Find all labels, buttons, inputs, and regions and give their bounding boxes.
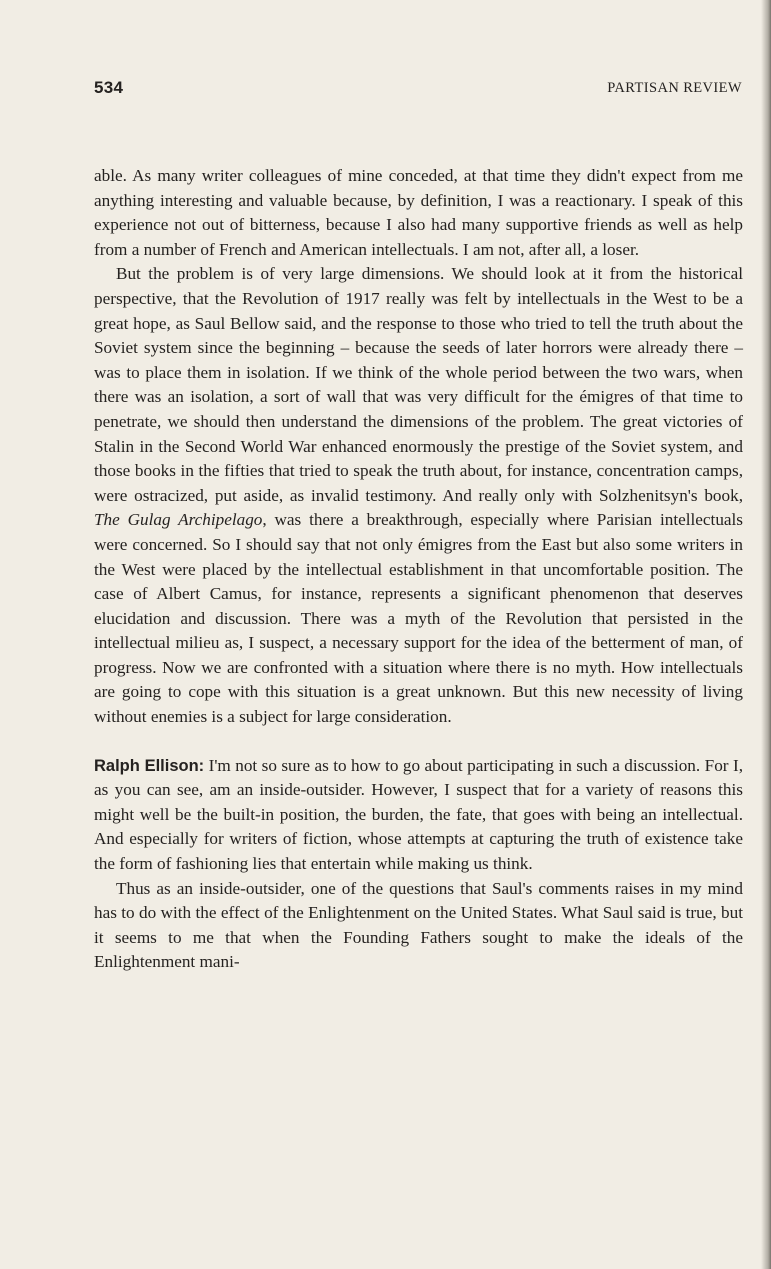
paragraph-4: Thus as an inside-outsider, one of the questions that Saul's comments raises in my mind has to do with the effect of the Enlightenment on the United States. What Saul said is true, but it seems to me that when the Founding Fathers sought to make the ideals of the Enlightenment mani- bbox=[94, 878, 743, 972]
paragraph-2 bbox=[94, 262, 743, 729]
paragraph-1: able. As many writer colleagues of mine conceded, at that time they didn't expect from me anything interesting and valuable because, by definition, I was a reactionary. I speak of this experience not out of bitterness, because I also had many supportive friends as well as help from a number of French and American intellectuals. I am not, after all, a loser. bbox=[94, 166, 743, 259]
book-title-gulag: The Gulag Archipelago bbox=[94, 510, 263, 530]
page-edge-shadow bbox=[761, 0, 771, 1269]
running-head bbox=[94, 78, 742, 100]
paragraph-3 bbox=[94, 754, 743, 877]
paragraph-2-text-a: But the problem is of very large dimensions. We should look at it from the historical perspective, that the Revolution of 1917 really was felt by intellectuals in the West to be a great hope, as Saul Bellow said, and the response to those who tried to tell the truth about the Soviet system since the beginning – because the seeds of later horrors were already there – was to place them in isolation. If we think of the whole period between the two wars, when there was an isolation, a sort of wall that was very difficult for the émigres of that time to penetrate, we should then understand the dimensions of the problem. The great victories of Stalin in the Second World War enhanced enormously the prestige of the Soviet system, and those books in the fifties that tried to speak the truth about, for instance, concentration camps, were ostracized, put aside, as invalid testimony. And really only with Solzhenitsyn's book, bbox=[94, 264, 743, 505]
body-text bbox=[94, 164, 743, 975]
paragraph-2-text-b: , was there a breakthrough, especially where Parisian intellectuals were concerned. So I should say that not only émigres from the East but also some writers in the West were placed by the intellectual establishment in that uncomfortable position. The case of Albert Camus, for instance, represents a significant phenomenon that deserves elucidation and discussion. There was a myth of the Revolution that persisted in the intellectual milieu as, I suspect, a necessary support for the idea of the betterment of man, of progress. Now we are confronted with a situation where there is no myth. How intellectuals are going to cope with this situation is a great unknown. But this new necessity of living without enemies is a subject for large consideration. bbox=[94, 510, 743, 727]
speaker-name: Ralph Ellison: bbox=[94, 756, 205, 775]
page-number: 534 bbox=[94, 78, 124, 97]
journal-title: PARTISAN REVIEW bbox=[607, 80, 742, 96]
paragraph-3-text: I'm not so sure as to how to go about participating in such a discussion. For I, as you can see, am an inside-outsider. However, I suspect that for a variety of reasons this might well be the built-in position, the burden, the fate, that goes with being an intellectual. And especially for writers of fiction, whose attempts at capturing the truth of existence take the form of fashioning lies that entertain while making us think. bbox=[94, 755, 743, 874]
